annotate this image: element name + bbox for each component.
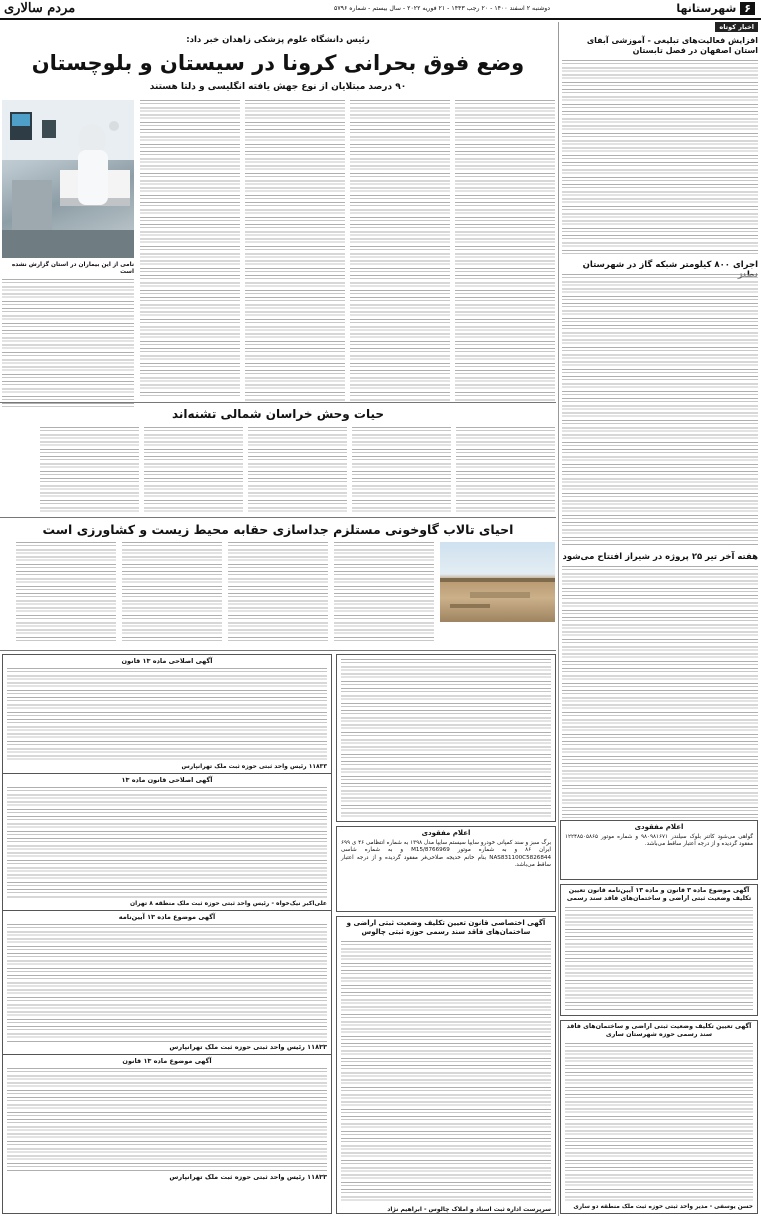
- notice-body-4: [7, 1068, 327, 1172]
- lost-doc-1-text: گواهی می‌شود کاتنر بلوک سیلندر ۹۸۰۹۸۱۶۷۱ و شماره موتور ۱۲۲۴۸۵۰۵۸۶۵ مفقود گردیده و از درجه اعتبار ساقط می‌باشد.: [565, 834, 753, 848]
- lead-body-col-4: [140, 100, 240, 396]
- notice-head-2: آگهی اصلاحی قانون ماده ۱۳: [121, 776, 213, 784]
- page-number: ۶: [740, 2, 755, 15]
- lead-photo: [2, 100, 134, 258]
- second-story: [0, 405, 556, 515]
- photo-caption-body: [2, 279, 134, 407]
- environment-notice: [336, 654, 556, 822]
- column-divider: [558, 22, 559, 1216]
- sidebar-item-3-body: [562, 566, 758, 839]
- third-headline: احیای تالاب گاوخونی مستلزم جداسازی حقابه محیط زیست و کشاورزی است: [42, 522, 514, 537]
- sari-notice-body: [565, 1043, 753, 1201]
- second-body-col-1: [456, 427, 555, 513]
- registry-notice-1: [560, 884, 758, 1016]
- chalus-notice: [336, 916, 556, 1214]
- lead-headline: وضع فوق بحرانی کرونا در سیستان و بلوچستان: [31, 51, 525, 75]
- sari-notice: [560, 1020, 758, 1214]
- sidebar-item-2-body: [562, 274, 758, 546]
- sidebar-item-3-title: هفته آخر تیر ۲۵ پروژه در شیراز افتتاح می‌شود: [562, 552, 758, 562]
- second-body-col-5: [40, 427, 139, 513]
- second-body-col-2: [352, 427, 451, 513]
- sidebar-item-2-title: اجرای ۸۰۰ کیلومتر شبکه گاز در شهرستان: [582, 260, 758, 270]
- lost-doc-2-title: اعلام مفقودی: [421, 829, 471, 837]
- third-body-col-1: [334, 542, 434, 644]
- section-divider-2: [0, 517, 556, 518]
- brand-logo: مردم سالاری: [4, 1, 76, 16]
- masthead: [0, 0, 761, 20]
- lead-subhead: ۹۰ درصد مبتلایان از نوع جهش یافته انگلیسی و دلتا هستند: [149, 82, 407, 92]
- notice-title-1: آگهی موضوع ماده ۳ قانون و ماده ۱۳ آیین‌نامه قانون تعیین تکلیف وضعیت ثبتی اراضی و ساختمان‌های فاقد سند رسمی: [566, 887, 752, 902]
- second-body-col-3: [248, 427, 347, 513]
- notice-body-3: [7, 924, 327, 1042]
- registry-notice-1-body: [565, 907, 753, 1011]
- chalus-notice-body: [341, 941, 551, 1203]
- sidebar-item-1-title: افزایش فعالیت‌های تبلیغی - آموزشی آبفای استان اصفهان در فصل تابستان: [586, 36, 758, 55]
- notice-sign-3: حسن یوسفی - مدیر واحد ثبتی حوزه ثبت ملک منطقه دو ساری: [573, 1204, 753, 1210]
- environment-notice-body: [341, 659, 551, 817]
- photo-caption-block: [2, 262, 134, 402]
- notice-body-1: [7, 668, 327, 762]
- section-name: شهرستانها: [676, 2, 737, 15]
- third-body-col-4: [16, 542, 116, 644]
- section-header: [672, 2, 755, 15]
- notice-sign-4: علی‌اکبر نیک‌خواه - رئیس واحد ثبتی حوزه ثبت ملک منطقه ۸ تهران: [130, 900, 327, 907]
- lead-story: [0, 22, 556, 422]
- third-body-col-3: [122, 542, 222, 644]
- photo-caption: نامی از این بیماران در استان گزارش نشده است: [11, 262, 134, 276]
- wetland-photo: [440, 542, 555, 622]
- notice-sign-1: ۱۱۸۳۳ رئیس واحد ثبتی حوزه ثبت ملک تهرانپارس: [181, 763, 327, 770]
- lost-doc-ad-1: [560, 820, 758, 880]
- notice-sign-1b: ۱۱۸۳۳ رئیس واحد ثبتی حوزه ثبت ملک تهرانپارس: [169, 1043, 327, 1051]
- lead-kicker: رئیس دانشگاه علوم پزشکی زاهدان خبر داد:: [186, 35, 370, 45]
- lead-body-col-2: [350, 100, 450, 402]
- hospital-ward-image: [2, 100, 134, 258]
- notice-head-4: آگهی موضوع ماده ۱۳ قانون: [122, 1057, 212, 1065]
- ads-divider: [0, 650, 556, 651]
- lost-doc-2-text: برگ سبز و سند کمپانی خودرو سایپا سیستم سایپا مدل ۱۳۹۸ به شماره انتظامی ۴۶ ی ۶۹۹ ایران ۸۶ و به شماره موتور M15/8766969 و به شماره شاسی NAS831100C5826844 بنام خانم خدیجه صلاحی‌فر مفقود گردیده و از درجه اعتبار ساقط می‌باشد.: [341, 840, 551, 868]
- desert-landscape-image: [440, 542, 555, 622]
- notice-title-2: آگهی اختصاصی قانون تعیین تکلیف وضعیت ثبتی اراضی و ساختمان‌های فاقد سند رسمی حوزه ثبتی چالوس: [346, 919, 546, 936]
- second-body-col-4: [144, 427, 243, 513]
- legal-notices-left: [2, 654, 332, 1214]
- notice-head-1: آگهی اصلاحی ماده ۱۳ قانون: [121, 657, 213, 665]
- sidebar-tag: اخبار کوتاه: [715, 22, 758, 32]
- lead-body-col-3: [245, 100, 345, 402]
- notice-title-3: آگهی تعیین تکلیف وضعیت ثبتی اراضی و ساختمان‌های فاقد سند رسمی حوزه شهرستان ساری: [566, 1023, 752, 1038]
- third-story: [0, 520, 556, 648]
- notice-sign-1c: ۱۱۸۳۳ رئیس واحد ثبتی حوزه ثبت ملک تهرانپارس: [169, 1173, 327, 1181]
- section-divider: [0, 402, 556, 403]
- third-body-col-2: [228, 542, 328, 644]
- lost-doc-ad-2: [336, 826, 556, 912]
- second-headline: حیات وحش خراسان شمالی تشنه‌اند: [171, 407, 385, 421]
- lost-doc-1-title: اعلام مفقودی: [634, 823, 684, 831]
- notice-sign-2: سرپرست اداره ثبت اسناد و املاک چالوس - ابراهیم نژاد: [387, 1206, 551, 1213]
- lead-body-col-1: [455, 100, 555, 402]
- notice-head-3: آگهی موضوع ماده ۱۳ آیین‌نامه: [118, 913, 216, 921]
- dateline: دوشنبه ۲ اسفند ۱۴۰۰ - ۲۰ رجب ۱۴۴۳ - ۲۱ فوریه ۲۰۲۲ - سال بیستم - شماره ۵۷۹۶: [334, 5, 550, 12]
- notice-body-2: [7, 787, 327, 899]
- sidebar-item-1-body: [562, 60, 758, 256]
